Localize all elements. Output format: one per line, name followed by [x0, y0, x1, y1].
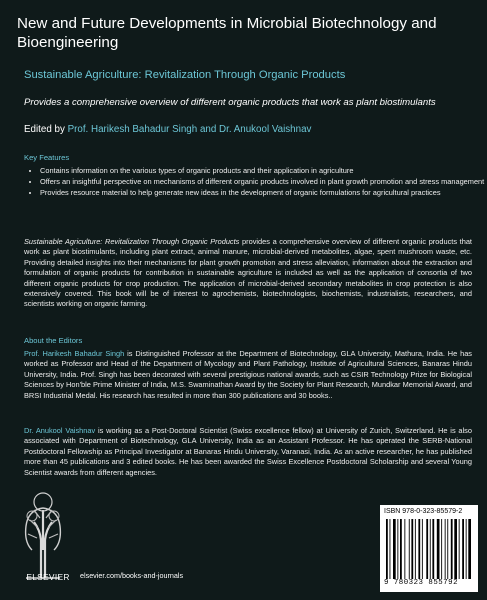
publisher-name: ELSEVIER [26, 572, 70, 582]
editor-1-bio-name: Prof. Harikesh Bahadur Singh [24, 349, 125, 358]
elsevier-tree-logo [20, 480, 66, 580]
isbn-label: ISBN 978-0-323-85579-2 [384, 508, 463, 515]
editor-1-bio [24, 349, 472, 401]
editor-2-bio-text: is working as a Post-Doctoral Scientist (Swiss excellence fellow) at University of Zurich, Switzerland. He is also associated with Department of Biotechnology, GLA University, India as an Assistant Professor. He has operated the SERB-National Postdoctoral Fellowship as Principal Investigator at Banaras Hindu University, Varanasi, India. As an active researcher, he has published more than 45 publications and 3 edited books. He has been awarded the Swiss Excellence Postdoctoral Scholarship and several Young Scientist awards from different agencies. [24, 426, 472, 477]
key-feature-item: • Provides resource material to help generate new ideas in the development of organic formulations for agricultural practices [40, 188, 485, 198]
editors-joiner: and [199, 124, 217, 135]
isbn-barcode-block [380, 505, 478, 592]
editors-prefix: Edited by [24, 124, 65, 135]
editor-2-name: Dr. Anukool Vaishnav [219, 124, 312, 135]
about-editors-heading: About the Editors [24, 336, 83, 345]
editor-1-bio-text: is Distinguished Professor at the Department of Biotechnology, GLA University, Mathura, India. He has worked as Professor and Head of the Department of Mycology and Plant Pathology, Institute of Agricultural Sciences, Banaras Hindu University, India. Prof. Singh has been decorated with several prestigious national awards, such as CSIR Technology Prize for Biological Sciences by Hon'ble Prime Minister of India, M.S. Swaminathan Award by the Society for Plant Research, Mundkar Memorial Award, and BRSI Industrial Medal. His research has resulted in more than 300 publications and 30 books.. [24, 349, 472, 400]
book-tagline: Provides a comprehensive overview of different organic products that work as plant biostimulants [24, 97, 436, 108]
book-description [24, 237, 472, 310]
key-feature-item: • Contains information on the various types of organic products and their application in agriculture [40, 166, 485, 176]
book-subtitle: Sustainable Agriculture: Revitalization Through Organic Products [24, 69, 346, 81]
barcode-digits: 9 780323 855792 [384, 579, 459, 587]
key-features-heading: Key Features [24, 153, 70, 162]
barcode-image [386, 519, 474, 579]
editors-line [24, 124, 479, 135]
book-title: New and Future Developments in Microbial Biotechnology and Bioengineering [17, 15, 437, 51]
key-features-list [24, 166, 485, 200]
key-feature-item: • Offers an insightful perspective on mechanisms of different organic products involved in plant growth promotion and stress management [40, 177, 485, 187]
description-italic-title: Sustainable Agriculture: Revitalization Through Organic Products [24, 237, 240, 246]
editor-2-bio [24, 426, 472, 478]
editor-1-name: Prof. Harikesh Bahadur Singh [67, 124, 198, 135]
publisher-url[interactable]: elsevier.com/books-and-journals [80, 571, 184, 580]
description-text: provides a comprehensive overview of different organic products that work as plant biostimulants, including plant extract, animal manure, microbial-derived metabolites, algae, spent mushroom waste, etc. Providing detailed insights into their mechanisms for plant growth promotion and stress alleviation, information about the extraction and formulation of organic products for contribution in sustainable agriculture is included as well as the application of consortia of two different organic products for crop production. The application of microbial-derived secondary metabolites in crop protection is also extensively covered. This book will be of interest to agrochemists, biotechnologists, biochemists, industrialists, researchers, and scientists working on organic farming. [24, 237, 472, 309]
editor-2-bio-name: Dr. Anukool Vaishnav [24, 426, 96, 435]
